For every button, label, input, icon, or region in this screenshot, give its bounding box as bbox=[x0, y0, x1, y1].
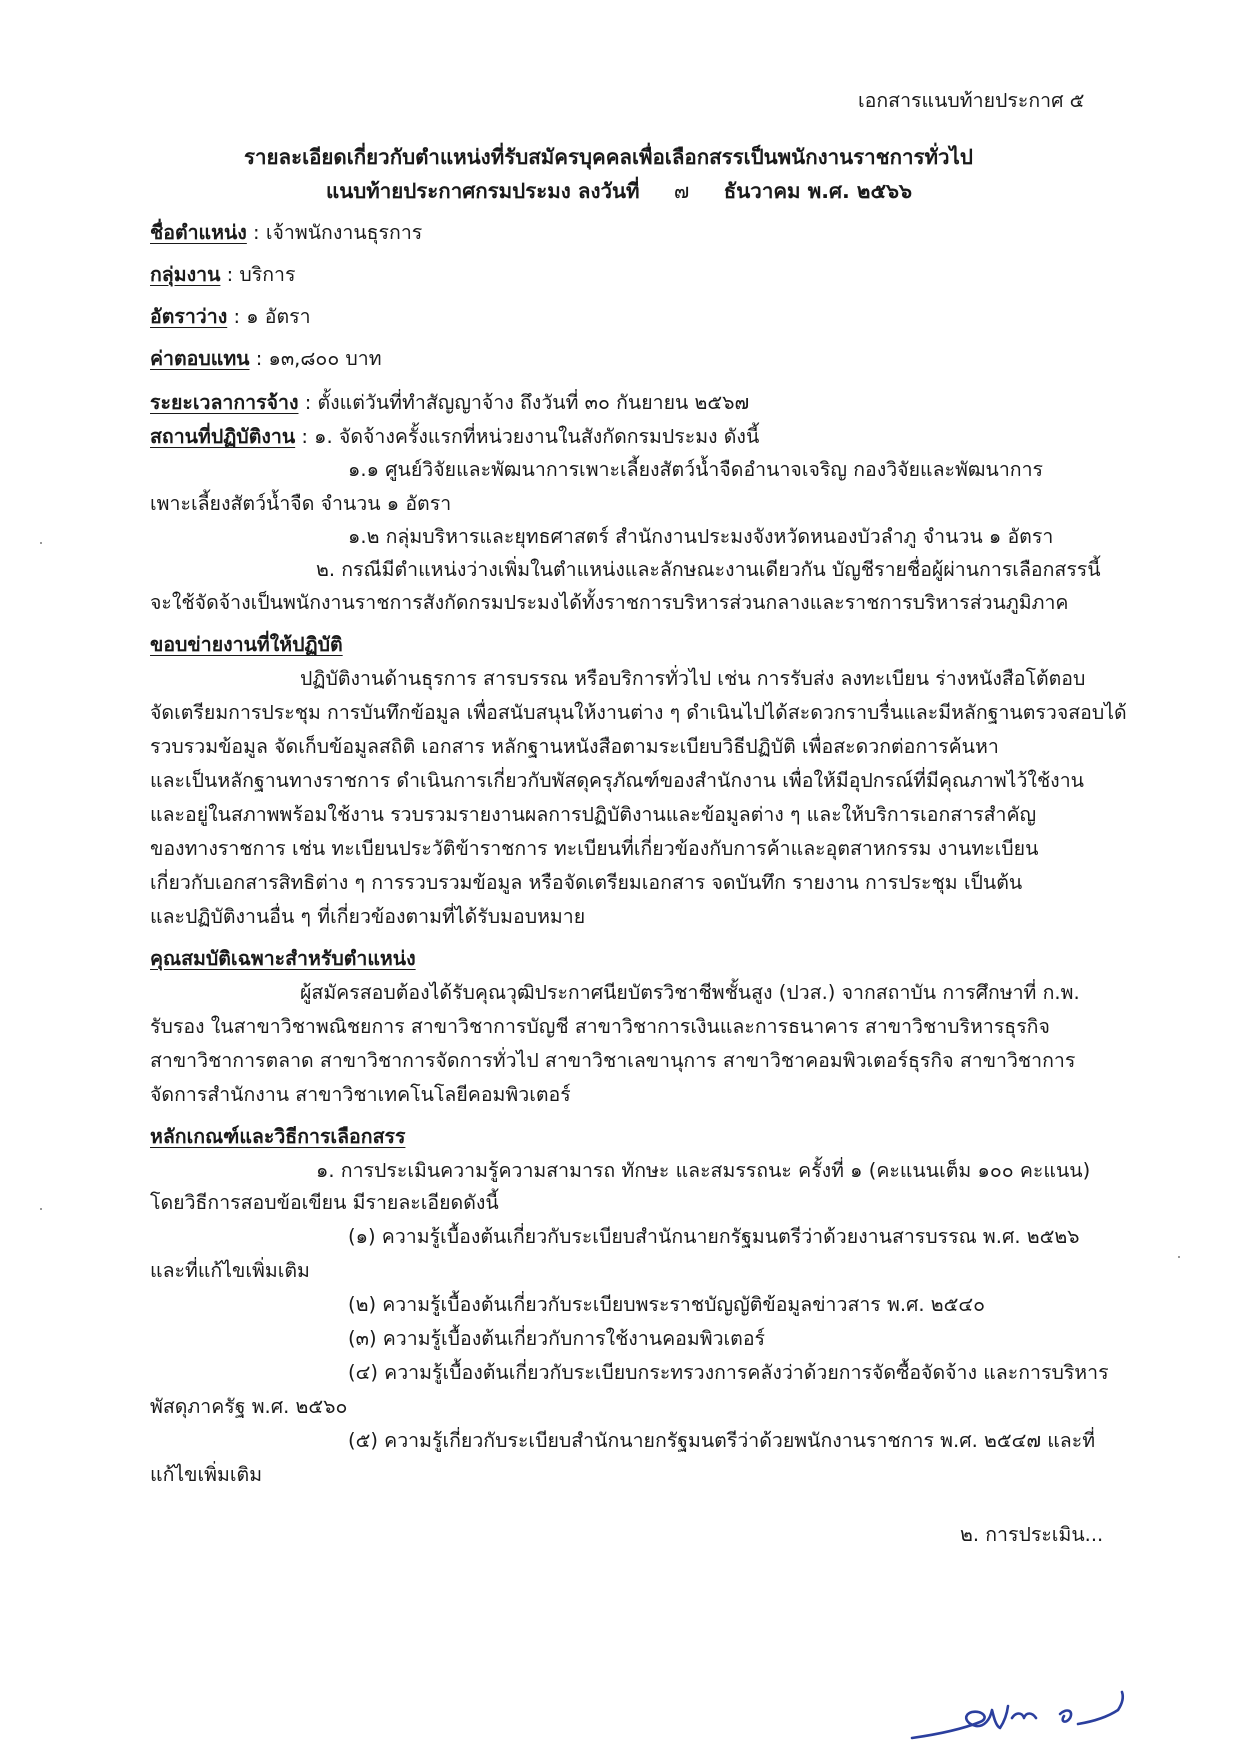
place-line: ๑.๒ กลุ่มบริหารและยุทธศาสตร์ สำนักงานประมงจังหวัดหนองบัวลำภู จำนวน ๑ อัตรา bbox=[348, 525, 1054, 548]
qualification-line: รับรอง ในสาขาวิชาพณิชยการ สาขาวิชาการบัญชี สาขาวิชาการเงินและการธนาคาร สาขาวิชาบริหารธุรกิจ bbox=[150, 1015, 1050, 1038]
period-value: : ตั้งแต่วันที่ทำสัญญาจ้าง ถึงวันที่ ๓๐ กันยายน ๒๕๖๗ bbox=[304, 391, 750, 414]
scope-line: และปฏิบัติงานอื่น ๆ ที่เกี่ยวข้องตามที่ได้รับมอบหมาย bbox=[150, 905, 586, 928]
signature-image bbox=[910, 1688, 1130, 1748]
title-suffix: ธันวาคม พ.ศ. ๒๕๖๖ bbox=[723, 179, 912, 203]
qualification-line: สาขาวิชาการตลาด สาขาวิชาการจัดการทั่วไป สาขาวิชาเลขานุการ สาขาวิชาคอมพิวเตอร์ธุรกิจ สาขาวิชาการ bbox=[150, 1049, 1076, 1072]
place-line: ๒. กรณีมีตำแหน่งว่างเพิ่มในตำแหน่งและลักษณะงานเดียวกัน บัญชีรายชื่อผู้ผ่านการเลือกสรรนี้ bbox=[316, 558, 1101, 581]
field-position bbox=[150, 220, 422, 246]
document-title-line-2 bbox=[326, 178, 912, 204]
vacancy-label: อัตราว่าง bbox=[150, 305, 228, 328]
title-prefix: แนบท้ายประกาศกรมประมง ลงวันที่ bbox=[326, 179, 640, 203]
annex-label: เอกสารแนบท้ายประกาศ ๕ bbox=[858, 89, 1085, 112]
scope-line: ของทางราชการ เช่น ทะเบียนประวัติข้าราชการ ทะเบียนที่เกี่ยวข้องกับการค้าและอุตสาหกรรม งานทะเบียน bbox=[150, 837, 1039, 860]
criteria-line: โดยวิธีการสอบข้อเขียน มีรายละเอียดดังนี้ bbox=[150, 1191, 499, 1214]
field-pay bbox=[150, 346, 382, 372]
place-line: จะใช้จัดจ้างเป็นพนักงานราชการสังกัดกรมประมงได้ทั้งราชการบริหารส่วนกลางและราชการบริหารส่วนภูมิภาค bbox=[150, 591, 1069, 614]
title-day: ๗ bbox=[673, 179, 690, 203]
field-vacancy bbox=[150, 304, 311, 330]
qualification-heading: คุณสมบัติเฉพาะสำหรับตำแหน่ง bbox=[150, 947, 416, 970]
qualification-line: ผู้สมัครสอบต้องได้รับคุณวุฒิประกาศนียบัตรวิชาชีพชั้นสูง (ปวส.) จากสถาบัน การศึกษาที่ ก.พ. bbox=[300, 981, 1080, 1004]
criteria-line: (๒) ความรู้เบื้องต้นเกี่ยวกับระเบียบพระราชบัญญัติข้อมูลข่าวสาร พ.ศ. ๒๕๔๐ bbox=[348, 1293, 986, 1316]
group-value: : บริการ bbox=[226, 263, 296, 286]
criteria-line: (๓) ความรู้เบื้องต้นเกี่ยวกับการใช้งานคอมพิวเตอร์ bbox=[348, 1327, 766, 1350]
scope-line: และเป็นหลักฐานทางราชการ ดำเนินการเกี่ยวกับพัสดุครุภัณฑ์ของสำนักงาน เพื่อให้มีอุปกรณ์ที่มีคุณภาพไว้ใช้งาน bbox=[150, 769, 1084, 792]
criteria-line: แก้ไขเพิ่มเติม bbox=[150, 1463, 263, 1486]
field-group bbox=[150, 262, 295, 288]
pay-label: ค่าตอบแทน bbox=[150, 347, 250, 370]
scope-line: และอยู่ในสภาพพร้อมใช้งาน รวบรวมรายงานผลการปฏิบัติงานและข้อมูลต่าง ๆ และให้บริการเอกสารสำคัญ bbox=[150, 803, 1037, 826]
scope-line: ปฏิบัติงานด้านธุรการ สารบรรณ หรือบริการทั่วไป เช่น การรับส่ง ลงทะเบียน ร่างหนังสือโต้ตอบ bbox=[300, 667, 1086, 690]
scope-line: จัดเตรียมการประชุม การบันทึกข้อมูล เพื่อสนับสนุนให้งานต่าง ๆ ดำเนินไปได้สะดวกราบรื่นและมีหลักฐานตรวจสอบได้ bbox=[150, 701, 1127, 724]
criteria-line: (๔) ความรู้เบื้องต้นเกี่ยวกับระเบียบกระทรวงการคลังว่าด้วยการจัดซื้อจัดจ้าง และการบริหาร bbox=[348, 1361, 1109, 1384]
document-title-line-1: รายละเอียดเกี่ยวกับตำแหน่งที่รับสมัครบุคคลเพื่อเลือกสรรเป็นพนักงานราชการทั่วไป bbox=[244, 145, 973, 169]
place-label: สถานที่ปฏิบัติงาน bbox=[150, 425, 296, 448]
scope-line: เกี่ยวกับเอกสารสิทธิต่าง ๆ การรวบรวมข้อมูล หรือจัดเตรียมเอกสาร จดบันทึก รายงาน การประชุม เป็นต้น bbox=[150, 871, 1023, 894]
position-label: ชื่อตำแหน่ง bbox=[150, 221, 247, 244]
period-label: ระยะเวลาการจ้าง bbox=[150, 391, 299, 414]
scan-speck bbox=[40, 1208, 42, 1210]
scan-speck bbox=[1178, 1256, 1180, 1258]
place-value: : ๑. จัดจ้างครั้งแรกที่หน่วยงานในสังกัดกรมประมง ดังนี้ bbox=[301, 425, 760, 448]
scope-heading: ขอบข่ายงานที่ให้ปฏิบัติ bbox=[150, 633, 343, 656]
scope-line: รวบรวมข้อมูล จัดเก็บข้อมูลสถิติ เอกสาร หลักฐานหนังสือตามระเบียบวิธีปฏิบัติ เพื่อสะดวกต่อการค้นหา bbox=[150, 735, 999, 758]
position-value: : เจ้าพนักงานธุรการ bbox=[253, 221, 423, 244]
scan-speck bbox=[40, 542, 42, 544]
field-place bbox=[150, 424, 759, 450]
pay-value: : ๑๓,๘๐๐ บาท bbox=[255, 347, 382, 370]
criteria-line: ๑. การประเมินความรู้ความสามารถ ทักษะ และสมรรถนะ ครั้งที่ ๑ (คะแนนเต็ม ๑๐๐ คะแนน) bbox=[316, 1159, 1091, 1182]
qualification-line: จัดการสำนักงาน สาขาวิชาเทคโนโลยีคอมพิวเตอร์ bbox=[150, 1083, 571, 1106]
place-line: เพาะเลี้ยงสัตว์น้ำจืด จำนวน ๑ อัตรา bbox=[150, 492, 452, 515]
place-line: ๑.๑ ศูนย์วิจัยและพัฒนาการเพาะเลี้ยงสัตว์น้ำจืดอำนาจเจริญ กองวิจัยและพัฒนาการ bbox=[348, 458, 1044, 481]
criteria-line: พัสดุภาครัฐ พ.ศ. ๒๕๖๐ bbox=[150, 1395, 348, 1418]
criteria-line: และที่แก้ไขเพิ่มเติม bbox=[150, 1259, 310, 1282]
criteria-heading: หลักเกณฑ์และวิธีการเลือกสรร bbox=[150, 1125, 406, 1148]
field-period bbox=[150, 390, 749, 416]
criteria-line: (๕) ความรู้เกี่ยวกับระเบียบสำนักนายกรัฐมนตรีว่าด้วยพนักงานราชการ พ.ศ. ๒๕๔๗ และที่ bbox=[348, 1429, 1096, 1452]
criteria-line: (๑) ความรู้เบื้องต้นเกี่ยวกับระเบียบสำนักนายกรัฐมนตรีว่าด้วยงานสารบรรณ พ.ศ. ๒๕๒๖ bbox=[348, 1225, 1080, 1248]
group-label: กลุ่มงาน bbox=[150, 263, 221, 286]
vacancy-value: : ๑ อัตรา bbox=[233, 305, 311, 328]
continued-label: ๒. การประเมิน... bbox=[960, 1523, 1104, 1546]
